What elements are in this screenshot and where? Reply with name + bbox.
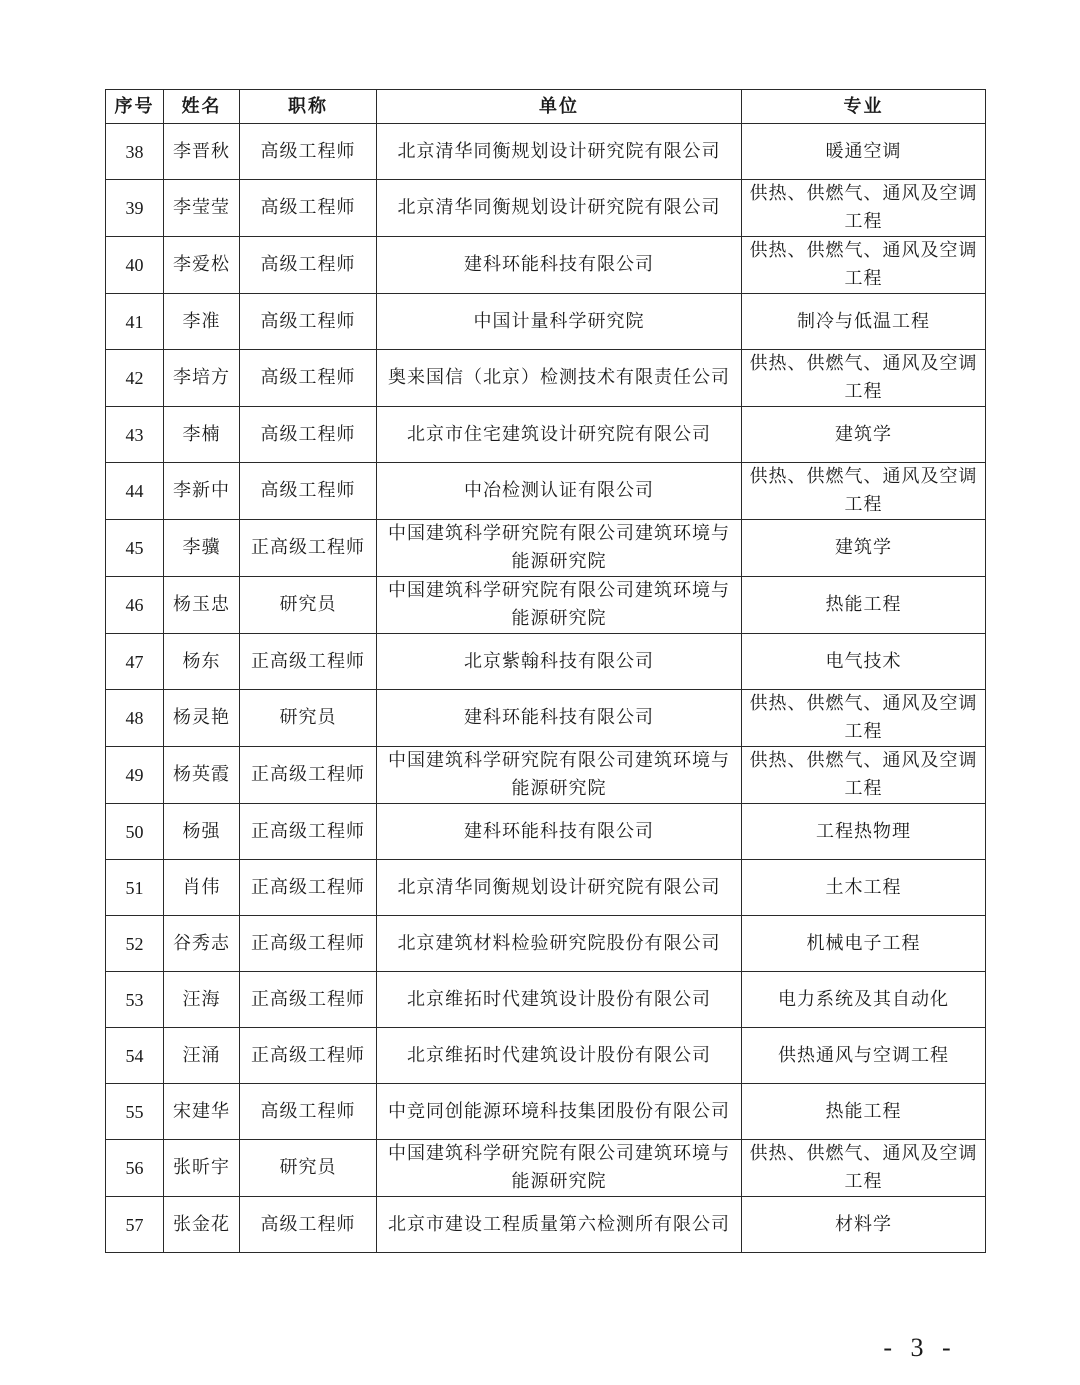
cell-index: 57 (106, 1197, 164, 1253)
cell-name: 李爱松 (164, 237, 240, 294)
table-row (106, 747, 986, 804)
cell-name: 汪涌 (164, 1028, 240, 1084)
cell-major: 供热、供燃气、通风及空调工程 (742, 237, 986, 294)
cell-unit: 中冶检测认证有限公司 (377, 463, 742, 520)
table-row (106, 407, 986, 463)
table-row (106, 520, 986, 577)
cell-major: 热能工程 (742, 1084, 986, 1140)
cell-index: 45 (106, 520, 164, 577)
cell-title: 高级工程师 (240, 1084, 377, 1140)
cell-unit: 北京市住宅建筑设计研究院有限公司 (377, 407, 742, 463)
table-row (106, 690, 986, 747)
cell-name: 李新中 (164, 463, 240, 520)
table-row (106, 1084, 986, 1140)
cell-index: 49 (106, 747, 164, 804)
cell-title: 正高级工程师 (240, 1028, 377, 1084)
cell-title: 正高级工程师 (240, 634, 377, 690)
cell-title: 正高级工程师 (240, 972, 377, 1028)
cell-title: 正高级工程师 (240, 804, 377, 860)
table-body (106, 124, 986, 1253)
cell-major: 供热、供燃气、通风及空调工程 (742, 1140, 986, 1197)
cell-name: 杨东 (164, 634, 240, 690)
table-row (106, 577, 986, 634)
cell-major: 供热、供燃气、通风及空调工程 (742, 463, 986, 520)
cell-unit: 北京清华同衡规划设计研究院有限公司 (377, 860, 742, 916)
cell-major: 热能工程 (742, 577, 986, 634)
table-row (106, 463, 986, 520)
cell-title: 正高级工程师 (240, 747, 377, 804)
cell-unit: 北京清华同衡规划设计研究院有限公司 (377, 124, 742, 180)
cell-unit: 中国建筑科学研究院有限公司建筑环境与能源研究院 (377, 577, 742, 634)
cell-name: 肖伟 (164, 860, 240, 916)
cell-index: 56 (106, 1140, 164, 1197)
cell-unit: 中国建筑科学研究院有限公司建筑环境与能源研究院 (377, 1140, 742, 1197)
cell-major: 电气技术 (742, 634, 986, 690)
cell-unit: 建科环能科技有限公司 (377, 690, 742, 747)
cell-title: 高级工程师 (240, 237, 377, 294)
cell-major: 建筑学 (742, 520, 986, 577)
cell-major: 供热、供燃气、通风及空调工程 (742, 690, 986, 747)
cell-major: 机械电子工程 (742, 916, 986, 972)
cell-name: 李莹莹 (164, 180, 240, 237)
cell-index: 52 (106, 916, 164, 972)
header-major: 专业 (742, 90, 986, 124)
cell-index: 41 (106, 294, 164, 350)
header-index: 序号 (106, 90, 164, 124)
cell-index: 46 (106, 577, 164, 634)
cell-unit: 中国建筑科学研究院有限公司建筑环境与能源研究院 (377, 747, 742, 804)
cell-major: 土木工程 (742, 860, 986, 916)
cell-index: 50 (106, 804, 164, 860)
cell-name: 张昕宇 (164, 1140, 240, 1197)
cell-index: 48 (106, 690, 164, 747)
cell-title: 正高级工程师 (240, 916, 377, 972)
page-number: - 3 - (883, 1333, 957, 1362)
cell-name: 杨强 (164, 804, 240, 860)
cell-major: 制冷与低温工程 (742, 294, 986, 350)
cell-name: 杨玉忠 (164, 577, 240, 634)
cell-index: 38 (106, 124, 164, 180)
cell-index: 40 (106, 237, 164, 294)
cell-unit: 北京维拓时代建筑设计股份有限公司 (377, 972, 742, 1028)
cell-index: 44 (106, 463, 164, 520)
cell-title: 正高级工程师 (240, 520, 377, 577)
cell-unit: 建科环能科技有限公司 (377, 804, 742, 860)
expert-roster-table (105, 89, 986, 1253)
cell-name: 李准 (164, 294, 240, 350)
header-name: 姓名 (164, 90, 240, 124)
cell-name: 宋建华 (164, 1084, 240, 1140)
cell-index: 42 (106, 350, 164, 407)
table-row (106, 916, 986, 972)
cell-name: 李骥 (164, 520, 240, 577)
cell-title: 高级工程师 (240, 407, 377, 463)
cell-index: 54 (106, 1028, 164, 1084)
cell-unit: 北京清华同衡规划设计研究院有限公司 (377, 180, 742, 237)
cell-index: 53 (106, 972, 164, 1028)
table-row (106, 1028, 986, 1084)
cell-unit: 北京紫翰科技有限公司 (377, 634, 742, 690)
cell-major: 电力系统及其自动化 (742, 972, 986, 1028)
table-row (106, 860, 986, 916)
cell-major: 建筑学 (742, 407, 986, 463)
cell-title: 研究员 (240, 577, 377, 634)
cell-name: 谷秀志 (164, 916, 240, 972)
cell-major: 材料学 (742, 1197, 986, 1253)
table-row (106, 634, 986, 690)
cell-name: 李培方 (164, 350, 240, 407)
cell-major: 供热、供燃气、通风及空调工程 (742, 747, 986, 804)
header-title: 职称 (240, 90, 377, 124)
cell-unit: 中国建筑科学研究院有限公司建筑环境与能源研究院 (377, 520, 742, 577)
table-row (106, 350, 986, 407)
cell-unit: 奥来国信（北京）检测技术有限责任公司 (377, 350, 742, 407)
table-header-row (106, 90, 986, 124)
cell-title: 正高级工程师 (240, 860, 377, 916)
table-row (106, 294, 986, 350)
cell-name: 李楠 (164, 407, 240, 463)
table-row (106, 1140, 986, 1197)
cell-unit: 北京建筑材料检验研究院股份有限公司 (377, 916, 742, 972)
cell-unit: 北京市建设工程质量第六检测所有限公司 (377, 1197, 742, 1253)
cell-index: 51 (106, 860, 164, 916)
cell-index: 43 (106, 407, 164, 463)
cell-title: 高级工程师 (240, 463, 377, 520)
cell-name: 杨英霞 (164, 747, 240, 804)
cell-title: 高级工程师 (240, 294, 377, 350)
table-row (106, 804, 986, 860)
table-row (106, 1197, 986, 1253)
cell-title: 研究员 (240, 690, 377, 747)
cell-title: 高级工程师 (240, 350, 377, 407)
cell-name: 杨灵艳 (164, 690, 240, 747)
cell-name: 张金花 (164, 1197, 240, 1253)
cell-index: 39 (106, 180, 164, 237)
table-row (106, 972, 986, 1028)
table-row (106, 237, 986, 294)
cell-major: 工程热物理 (742, 804, 986, 860)
cell-title: 研究员 (240, 1140, 377, 1197)
cell-major: 供热、供燃气、通风及空调工程 (742, 180, 986, 237)
cell-title: 高级工程师 (240, 124, 377, 180)
cell-name: 李晋秋 (164, 124, 240, 180)
cell-unit: 中竞同创能源环境科技集团股份有限公司 (377, 1084, 742, 1140)
cell-name: 汪海 (164, 972, 240, 1028)
cell-major: 供热、供燃气、通风及空调工程 (742, 350, 986, 407)
cell-major: 供热通风与空调工程 (742, 1028, 986, 1084)
cell-title: 高级工程师 (240, 180, 377, 237)
table-row (106, 124, 986, 180)
cell-index: 55 (106, 1084, 164, 1140)
cell-unit: 北京维拓时代建筑设计股份有限公司 (377, 1028, 742, 1084)
table-row (106, 180, 986, 237)
header-unit: 单位 (377, 90, 742, 124)
cell-unit: 建科环能科技有限公司 (377, 237, 742, 294)
cell-index: 47 (106, 634, 164, 690)
cell-major: 暖通空调 (742, 124, 986, 180)
cell-unit: 中国计量科学研究院 (377, 294, 742, 350)
cell-title: 高级工程师 (240, 1197, 377, 1253)
